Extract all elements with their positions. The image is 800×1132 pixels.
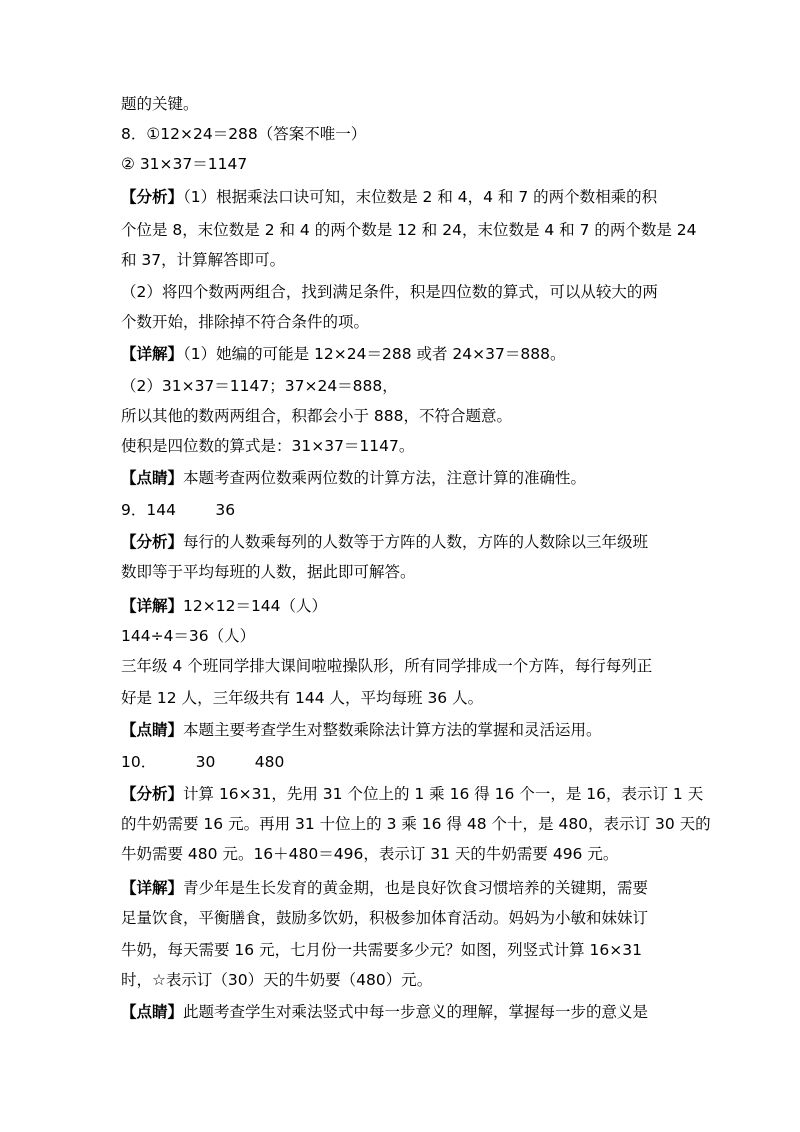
section-tag: 【详解】 <box>121 879 184 897</box>
line-text: 和 37，计算解答即可。 <box>121 251 286 269</box>
text-line <box>121 338 681 370</box>
text-line <box>121 430 681 462</box>
text-line <box>121 494 681 526</box>
text-line <box>121 996 681 1028</box>
text-line <box>121 400 681 432</box>
line-text: 三年级 4 个班同学排大课间啦啦操队形，所有同学排成一个方阵，每行每列正 <box>121 657 653 675</box>
line-text: 9．144 36 <box>121 501 236 519</box>
text-line <box>121 590 681 622</box>
text-line <box>121 214 697 246</box>
section-tag: 【点睛】 <box>121 1003 184 1021</box>
line-text: （2）将四个数两两组合，找到满足条件，积是四位数的算式，可以从较大的两 <box>121 283 658 301</box>
text-line <box>121 526 681 558</box>
text-line <box>121 148 681 180</box>
text-line <box>121 964 681 996</box>
section-tag: 【分析】 <box>121 188 184 206</box>
line-text: 8．①12×24＝288（答案不唯一） <box>121 125 367 143</box>
line-text: 所以其他的数两两组合，积都会小于 888，不符合题意。 <box>121 407 513 425</box>
line-text: 本题考查两位数乘两位数的计算方法，注意计算的准确性。 <box>183 469 587 487</box>
section-tag: 【点睛】 <box>121 721 184 739</box>
line-text: ② 31×37＝1147 <box>121 155 248 173</box>
line-text: （1）根据乘法口诀可知，末位数是 2 和 4，4 和 7 的两个数相乘的积 <box>183 188 658 206</box>
text-line <box>121 682 681 714</box>
text-line <box>121 181 681 213</box>
text-line <box>121 306 681 338</box>
text-line <box>121 88 681 120</box>
line-text: 的牛奶需要 16 元。再用 31 十位上的 3 乘 16 得 48 个十，是 480，表示订 30 天的 <box>121 815 711 833</box>
line-text: 计算 16×31，先用 31 个位上的 1 乘 16 得 16 个一，是 16，表示订 1 天 <box>183 785 704 803</box>
section-tag: 【详解】 <box>121 597 184 615</box>
line-text: 好是 12 人，三年级共有 144 人，平均每班 36 人。 <box>121 689 484 707</box>
line-text: 144÷4＝36（人） <box>121 627 256 645</box>
section-tag: 【点睛】 <box>121 469 184 487</box>
line-text: 使积是四位数的算式是：31×37＝1147。 <box>121 437 415 455</box>
text-line <box>121 118 681 150</box>
text-line <box>121 714 681 746</box>
text-line <box>121 934 681 966</box>
text-line <box>121 902 681 934</box>
text-line <box>121 778 704 810</box>
line-text: 个位是 8，末位数是 2 和 4 的两个数是 12 和 24，末位数是 4 和 7 的两个数是 24 <box>121 221 697 239</box>
line-text: 10． 30 480 <box>121 753 285 771</box>
text-line <box>121 808 711 840</box>
text-line <box>121 276 681 308</box>
line-text: 题的关键。 <box>121 95 199 113</box>
text-line <box>121 556 681 588</box>
text-line <box>121 244 681 276</box>
line-text: 足量饮食，平衡膳食，鼓励多饮奶，积极参加体育活动。妈妈为小敏和妹妹订 <box>121 909 649 927</box>
section-tag: 【详解】 <box>121 345 184 363</box>
text-line <box>121 838 681 870</box>
text-line <box>121 746 681 778</box>
line-text: 每行的人数乘每列的人数等于方阵的人数，方阵的人数除以三年级班 <box>183 533 649 551</box>
line-text: 本题主要考查学生对整数乘除法计算方法的掌握和灵活运用。 <box>183 721 602 739</box>
text-line <box>121 620 681 652</box>
line-text: 12×12＝144（人） <box>183 597 328 615</box>
text-line <box>121 650 681 682</box>
line-text: 此题考查学生对乘法竖式中每一步意义的理解，掌握每一步的意义是 <box>183 1003 649 1021</box>
line-text: 时，☆表示订（30）天的牛奶要（480）元。 <box>121 971 433 989</box>
line-text: （1）她编的可能是 12×24＝288 或者 24×37＝888。 <box>183 345 566 363</box>
line-text: 数即等于平均每班的人数，据此即可解答。 <box>121 563 416 581</box>
line-text: 个数开始，排除掉不符合条件的项。 <box>121 313 370 331</box>
line-text: 牛奶需要 480 元。16＋480＝496，表示订 31 天的牛奶需要 496 元。 <box>121 845 619 863</box>
text-line <box>121 370 681 402</box>
text-line <box>121 872 681 904</box>
section-tag: 【分析】 <box>121 785 184 803</box>
text-line <box>121 462 681 494</box>
line-text: 牛奶，每天需要 16 元，七月份一共需要多少元？如图，列竖式计算 16×31 <box>121 941 642 959</box>
line-text: 青少年是生长发育的黄金期，也是良好饮食习惯培养的关键期，需要 <box>183 879 649 897</box>
line-text: （2）31×37＝1147；37×24＝888， <box>121 377 398 395</box>
section-tag: 【分析】 <box>121 533 184 551</box>
